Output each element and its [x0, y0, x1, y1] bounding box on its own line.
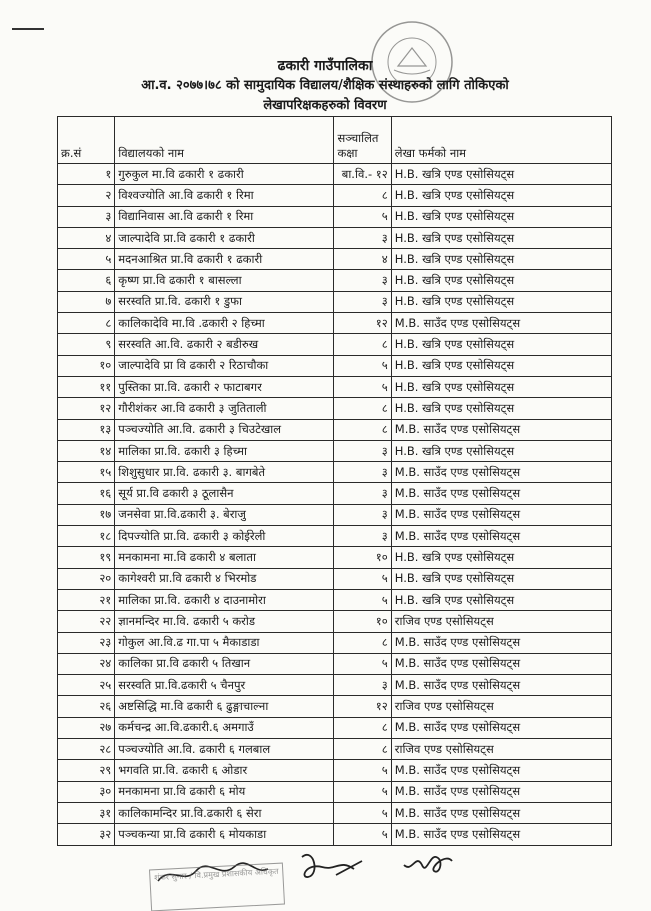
row-class: १२: [334, 696, 391, 717]
table-row: [58, 568, 612, 589]
document-header: [90, 56, 560, 116]
row-school: मनकामना मा.वि ढकारी ४ बलाता: [115, 547, 334, 568]
row-class: ५: [334, 824, 391, 845]
officer-stamp: शंकर सुनार / वि.प्रमुख प्रशासकीय अधिकृत: [149, 863, 285, 911]
row-class: ३: [334, 462, 391, 483]
row-class: ५: [334, 781, 391, 802]
table-row: [58, 206, 612, 227]
row-auditor: M.B. साउँद एण्ड एसोसियट्स: [391, 653, 611, 674]
table-row: [58, 313, 612, 334]
row-auditor: M.B. साउँद एण्ड एसोसियट्स: [391, 802, 611, 823]
auditor-assignment-table: [57, 116, 612, 846]
header-sn: क्र.सं: [58, 117, 115, 164]
row-auditor: M.B. साउँद एण्ड एसोसियट्स: [391, 781, 611, 802]
office-name: ढकारी गाउँपालिका: [277, 58, 373, 74]
row-auditor: M.B. साउँद एण्ड एसोसियट्स: [391, 419, 611, 440]
row-sn: २: [58, 185, 115, 206]
row-sn: ४: [58, 227, 115, 248]
row-sn: १२: [58, 398, 115, 419]
row-school: गुरुकुल मा.वि ढकारी १ ढकारी: [115, 164, 334, 185]
table-row: [58, 781, 612, 802]
row-school: कर्मचन्द्र आ.वि.ढकारी.६ अमगाउँ: [115, 717, 334, 738]
row-sn: १८: [58, 526, 115, 547]
header-auditor: लेखा फर्मको नाम: [391, 117, 611, 164]
table-row: [58, 334, 612, 355]
header-school: विद्यालयको नाम: [115, 117, 334, 164]
row-class: ५: [334, 802, 391, 823]
row-class: ३: [334, 526, 391, 547]
row-class: ५: [334, 653, 391, 674]
row-class: ८: [334, 185, 391, 206]
table-body: [58, 164, 612, 846]
row-auditor: H.B. खत्रि एण्ड एसोसियट्स: [391, 249, 611, 270]
row-school: कालिका प्रा.वि ढकारी ५ तिखान: [115, 653, 334, 674]
row-sn: ३१: [58, 802, 115, 823]
table-row: [58, 526, 612, 547]
row-class: ८: [334, 717, 391, 738]
row-class: ५: [334, 376, 391, 397]
row-auditor: H.B. खत्रि एण्ड एसोसियट्स: [391, 164, 611, 185]
row-auditor: M.B. साउँद एण्ड एसोसियट्स: [391, 504, 611, 525]
signature-right-icon: [400, 843, 458, 883]
row-auditor: H.B. खत्रि एण्ड एसोसियट्स: [391, 334, 611, 355]
row-class: ३: [334, 483, 391, 504]
table-row: [58, 398, 612, 419]
row-class: ८: [334, 398, 391, 419]
row-sn: ९: [58, 334, 115, 355]
row-school: कालिकामन्दिर प्रा.वि.ढकारी ६ सेरा: [115, 802, 334, 823]
row-sn: ६: [58, 270, 115, 291]
row-school: पञ्चकन्या प्रा.वि ढकारी ६ मोयकाडा: [115, 824, 334, 845]
table-row: [58, 547, 612, 568]
table-row: [58, 185, 612, 206]
row-class: ८: [334, 419, 391, 440]
row-school: जनसेवा प्रा.वि.ढकारी ३. बेराजु: [115, 504, 334, 525]
row-sn: २०: [58, 568, 115, 589]
row-school: मालिका प्रा.वि. ढकारी ३ हिच्मा: [115, 440, 334, 461]
row-auditor: H.B. खत्रि एण्ड एसोसियट्स: [391, 355, 611, 376]
row-class: ३: [334, 504, 391, 525]
row-auditor: M.B. साउँद एण्ड एसोसियट्स: [391, 675, 611, 696]
row-sn: २२: [58, 611, 115, 632]
row-auditor: H.B. खत्रि एण्ड एसोसियट्स: [391, 376, 611, 397]
table-row: [58, 675, 612, 696]
row-class: १०: [334, 611, 391, 632]
table-row: [58, 653, 612, 674]
row-auditor: राजिव एण्ड एसोसियट्स: [391, 739, 611, 760]
row-school: सरस्वति आ.वि. ढकारी २ बडीरुख: [115, 334, 334, 355]
row-sn: २७: [58, 717, 115, 738]
row-school: पञ्चज्योति आ.वि. ढकारी ६ गलबाल: [115, 739, 334, 760]
row-class: १०: [334, 547, 391, 568]
row-school: कालिकादेवि मा.वि .ढकारी २ हिच्मा: [115, 313, 334, 334]
table-row: [58, 802, 612, 823]
row-school: मालिका प्रा.वि. ढकारी ४ दाउनामोरा: [115, 589, 334, 610]
row-sn: १: [58, 164, 115, 185]
table-row: [58, 249, 612, 270]
row-sn: २१: [58, 589, 115, 610]
row-sn: ११: [58, 376, 115, 397]
row-auditor: M.B. साउँद एण्ड एसोसियट्स: [391, 824, 611, 845]
row-sn: ५: [58, 249, 115, 270]
table-row: [58, 824, 612, 845]
row-auditor: H.B. खत्रि एण्ड एसोसियट्स: [391, 291, 611, 312]
table-row: [58, 696, 612, 717]
row-auditor: H.B. खत्रि एण्ड एसोसियट्स: [391, 206, 611, 227]
row-school: ज्ञानमन्दिर मा.वि. ढकारी ५ करोड: [115, 611, 334, 632]
row-sn: १४: [58, 440, 115, 461]
row-sn: ७: [58, 291, 115, 312]
row-school: कृष्ण प्रा.वि ढकारी १ बासल्ला: [115, 270, 334, 291]
document-title: आ.व. २०७७।७८ को सामुदायिक विद्यालय/शैक्षिक संस्थाहरुको लागि तोकिएको: [141, 78, 509, 93]
row-sn: २८: [58, 739, 115, 760]
table-row: [58, 462, 612, 483]
row-sn: १६: [58, 483, 115, 504]
table-row: [58, 632, 612, 653]
signature-middle-icon: [296, 845, 368, 885]
row-school: भगवति प्रा.वि. ढकारी ६ ओडार: [115, 760, 334, 781]
row-auditor: राजिव एण्ड एसोसियट्स: [391, 696, 611, 717]
table-row: [58, 483, 612, 504]
row-auditor: M.B. साउँद एण्ड एसोसियट्स: [391, 483, 611, 504]
table-header-row: [58, 117, 612, 164]
row-sn: २९: [58, 760, 115, 781]
row-school: पञ्चज्योति आ.वि. ढकारी ३ चिउटेखाल: [115, 419, 334, 440]
table-row: [58, 227, 612, 248]
row-school: जाल्पादेवि प्रा वि ढकारी २ रिठाचौका: [115, 355, 334, 376]
row-sn: २६: [58, 696, 115, 717]
row-auditor: M.B. साउँद एण्ड एसोसियट्स: [391, 717, 611, 738]
row-auditor: H.B. खत्रि एण्ड एसोसियट्स: [391, 568, 611, 589]
header-class: सञ्चालित कक्षा: [334, 117, 391, 164]
row-school: विश्वज्योति आ.वि ढकारी १ रिमा: [115, 185, 334, 206]
row-sn: १०: [58, 355, 115, 376]
row-school: विद्यानिवास आ.वि ढकारी १ रिमा: [115, 206, 334, 227]
table-row: [58, 717, 612, 738]
table-row: [58, 419, 612, 440]
table-row: [58, 504, 612, 525]
row-class: बा.वि.- १२: [334, 164, 391, 185]
table-row: [58, 611, 612, 632]
row-school: सूर्य प्रा.वि ढकारी ३ ठूलासैन: [115, 483, 334, 504]
row-class: ८: [334, 334, 391, 355]
row-sn: २३: [58, 632, 115, 653]
row-sn: १७: [58, 504, 115, 525]
row-sn: ८: [58, 313, 115, 334]
row-auditor: राजिव एण्ड एसोसियट्स: [391, 611, 611, 632]
margin-mark: [12, 28, 44, 30]
row-auditor: H.B. खत्रि एण्ड एसोसियट्स: [391, 589, 611, 610]
row-school: कागेश्वरी प्रा.वि ढकारी ४ भिरमोड: [115, 568, 334, 589]
row-auditor: M.B. साउँद एण्ड एसोसियट्स: [391, 632, 611, 653]
row-school: जाल्पादेवि प्रा.वि ढकारी १ ढकारी: [115, 227, 334, 248]
table-row: [58, 164, 612, 185]
row-class: ५: [334, 589, 391, 610]
document-subtitle: लेखापरिक्षकहरुको विवरण: [263, 98, 387, 113]
row-class: ३: [334, 440, 391, 461]
row-school: मनकामना प्रा.वि ढकारी ६ मोय: [115, 781, 334, 802]
row-sn: ३२: [58, 824, 115, 845]
row-sn: २५: [58, 675, 115, 696]
row-auditor: H.B. खत्रि एण्ड एसोसियट्स: [391, 440, 611, 461]
row-auditor: H.B. खत्रि एण्ड एसोसियट्स: [391, 547, 611, 568]
table-row: [58, 376, 612, 397]
row-school: अष्टसिद्धि मा.वि ढकारी ६ ढुङ्गाचाल्ना: [115, 696, 334, 717]
table-row: [58, 739, 612, 760]
table-row: [58, 589, 612, 610]
row-school: गौरीशंकर आ.वि ढकारी ३ जुतिताली: [115, 398, 334, 419]
row-class: ३: [334, 270, 391, 291]
row-school: सरस्वति प्रा.वि.ढकारी ५ चैनपुर: [115, 675, 334, 696]
row-class: ५: [334, 206, 391, 227]
table-row: [58, 760, 612, 781]
row-sn: १३: [58, 419, 115, 440]
row-school: गोकुल आ.वि.ढ गा.पा ५ मैकाडाडा: [115, 632, 334, 653]
row-auditor: H.B. खत्रि एण्ड एसोसियट्स: [391, 227, 611, 248]
row-auditor: M.B. साउँद एण्ड एसोसियट्स: [391, 313, 611, 334]
table-row: [58, 270, 612, 291]
row-sn: ३०: [58, 781, 115, 802]
row-school: पुस्तिका प्रा.वि. ढकारी २ फाटाबगर: [115, 376, 334, 397]
row-sn: १५: [58, 462, 115, 483]
table-row: [58, 440, 612, 461]
row-auditor: H.B. खत्रि एण्ड एसोसियट्स: [391, 398, 611, 419]
row-class: ४: [334, 249, 391, 270]
row-class: ५: [334, 760, 391, 781]
row-class: ५: [334, 568, 391, 589]
row-class: ३: [334, 675, 391, 696]
row-class: १२: [334, 313, 391, 334]
row-sn: २४: [58, 653, 115, 674]
row-auditor: M.B. साउँद एण्ड एसोसियट्स: [391, 462, 611, 483]
table-row: [58, 291, 612, 312]
row-auditor: M.B. साउँद एण्ड एसोसियट्स: [391, 760, 611, 781]
row-class: ५: [334, 355, 391, 376]
row-class: ८: [334, 632, 391, 653]
row-sn: १९: [58, 547, 115, 568]
row-auditor: H.B. खत्रि एण्ड एसोसियट्स: [391, 270, 611, 291]
row-school: शिशुसुधार प्रा.वि. ढकारी ३. बागबेते: [115, 462, 334, 483]
row-sn: ३: [58, 206, 115, 227]
row-auditor: M.B. साउँद एण्ड एसोसियट्स: [391, 526, 611, 547]
row-school: दिपज्योति प्रा.वि. ढकारी ३ कोईरेली: [115, 526, 334, 547]
row-school: मदनआश्रित प्रा.वि ढकारी १ ढकारी: [115, 249, 334, 270]
row-class: ३: [334, 227, 391, 248]
row-class: ८: [334, 739, 391, 760]
table-row: [58, 355, 612, 376]
row-class: ३: [334, 291, 391, 312]
row-auditor: H.B. खत्रि एण्ड एसोसियट्स: [391, 185, 611, 206]
row-school: सरस्वति प्रा.वि. ढकारी १ डुफा: [115, 291, 334, 312]
